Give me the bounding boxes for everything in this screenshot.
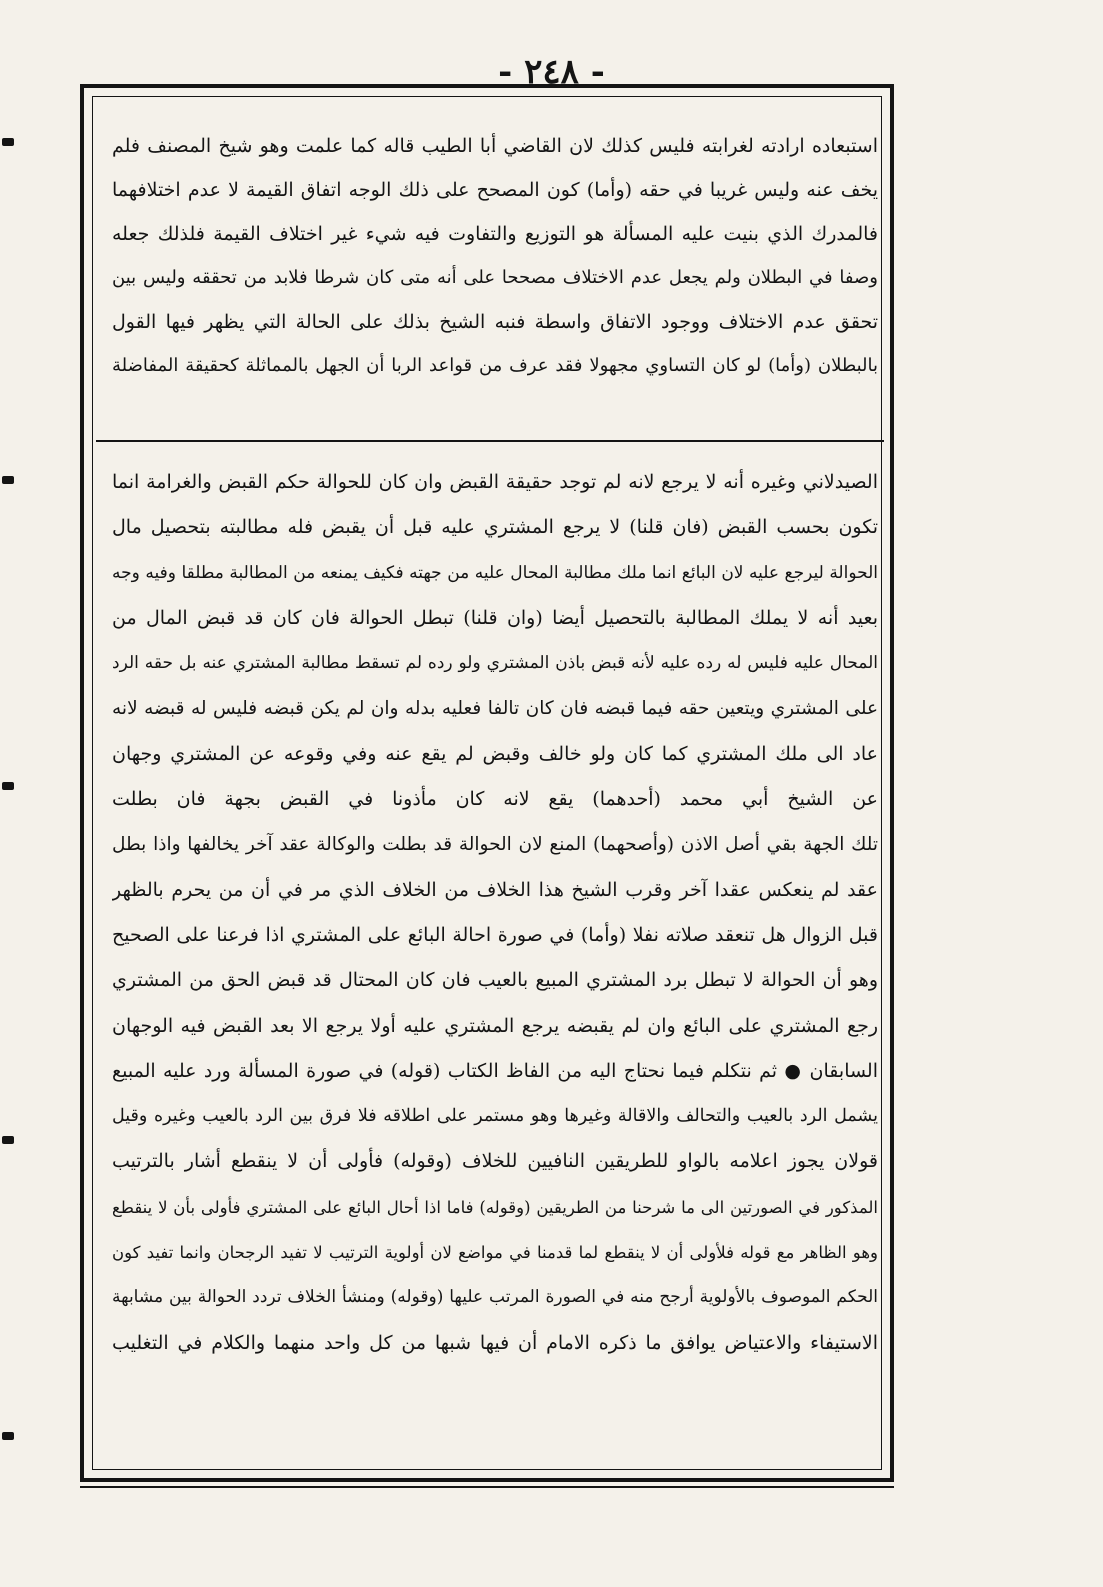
binding-mark	[2, 1432, 14, 1440]
commentary-line: يخف عنه وليس غريبا في حقه (وأما) كون المصحح على ذلك الوجه اتفاق القيمة لا عدم اختلافهما	[112, 179, 878, 201]
main-text-line: عقد لم ينعكس عقدا آخر وقرب الشيخ هذا الخلاف من الخلاف الذي مر في أن من يحرم بالظهر	[112, 878, 878, 901]
main-text-section	[112, 460, 878, 1366]
main-text-line: عن الشيخ أبي محمد (أحدهما) يقع لانه كان مأذونا في القبض بجهة فان بطلت	[112, 788, 878, 811]
main-text-line: الحوالة ليرجع عليه لان البائع انما ملك مطالبة المحال عليه من جهته فكيف يمنعه من المطالبة مطلقا وفيه وجه	[112, 562, 878, 583]
main-text-line: وهو أن الحوالة لا تبطل برد المشتري المبيع بالعيب فان كان المحتال قد قبض الحق من المشتري	[112, 969, 878, 992]
main-text-line: المذكور في الصورتين الى ما شرحنا من الطريقين (وقوله) فاما اذا أحال البائع على المشتري فأولى بأن لا ينقطع	[112, 1197, 878, 1217]
binding-mark	[2, 138, 14, 146]
main-text-line: الحكم الموصوف بالأولوية أرجح منه في الصورة المرتب عليها (وقوله) ومنشأ الخلاف تردد الحوالة بين مشابهة	[112, 1287, 878, 1308]
main-text-line: وهو الظاهر مع قوله فلأولى أن لا ينقطع لما قدمنا في مواضع لان أولوية الترتيب لا تفيد الرجحان وانما تفيد كون	[112, 1243, 878, 1263]
main-text-line: رجع المشتري على البائع وان لم يقبضه يرجع المشتري عليه أولا يرجع الا بعد القبض فيه الوجهان	[112, 1014, 878, 1037]
commentary-section	[112, 124, 878, 388]
main-text-line: المحال عليه فليس له رده عليه لأنه قبض باذن المشتري ولو رده لم تسقط مطالبة المشتري عنه بل حقه الرد	[112, 653, 878, 674]
main-text-line: بعيد أنه لا يملك المطالبة بالتحصيل أيضا (وان قلنا) تبطل الحوالة فان كان قد قبض المال من	[112, 606, 878, 629]
commentary-line: فالمدرك الذي بنيت عليه المسألة هو التوزيع والتفاوت فيه شيء غير اختلاف القيمة فلذلك جعله	[112, 223, 878, 245]
section-divider	[96, 440, 884, 442]
main-text-line: السابقان ● ثم نتكلم فيما نحتاج اليه من الفاظ الكتاب (قوله) في صورة المسألة ورد عليه المبيع	[112, 1059, 878, 1082]
main-text-line: على المشتري ويتعين حقه فيما قبضه فان كان تالفا فعليه بدله وان لم يكن قبضه فليس له قبضه لانه	[112, 698, 878, 720]
binding-mark	[2, 1136, 14, 1144]
commentary-line: استبعاده ارادته لغرابته فليس كذلك لان القاضي أبا الطيب قاله كما علمت وهو شيخ المصنف فلم	[112, 135, 878, 157]
page-number: - ٢٤٨ -	[498, 52, 605, 92]
binding-mark	[2, 476, 14, 484]
main-text-line: الصيدلاني وغيره أنه لا يرجع لانه لم توجد حقيقة القبض وان كان للحوالة حكم القبض والغرامة انما	[112, 471, 878, 493]
commentary-line: بالبطلان (وأما) لو كان التساوي مجهولا فقد عرف من قواعد الربا أن الجهل بالمماثلة كحقيقة المفاضلة	[112, 355, 878, 376]
commentary-line: وصفا في البطلان ولم يجعل عدم الاختلاف مصححا على أنه متى كان شرطا فلابد من تحققه وليس بين	[112, 267, 878, 288]
binding-mark	[2, 782, 14, 790]
main-text-line: قبل الزوال هل تنعقد صلاته نفلا (وأما) في صورة احالة البائع على المشتري اذا فرعنا على الصحيح	[112, 923, 878, 946]
main-text-line: تلك الجهة بقي أصل الاذن (وأصحهما) المنع لان الحوالة قد بطلت والوكالة عقد آخر يخالفها واذا بطل	[112, 834, 878, 856]
main-text-line: قولان يجوز اعلامه بالواو للطريقين النافيين للخلاف (وقوله) فأولى أن لا ينقطع أشار بالترتيب	[112, 1150, 878, 1173]
main-text-line: تكون بحسب القبض (فان قلنا) لا يرجع المشتري عليه قبل أن يقبض فله مطالبته بتحصيل مال	[112, 516, 878, 539]
main-text-line: عاد الى ملك المشتري كما كان ولو خالف وقبض لم يقع عنه وفي وقوعه عن المشتري وجهان	[112, 742, 878, 765]
main-text-line: الاستيفاء والاعتياض يوافق ما ذكره الامام أن فيها شبها من كل واحد منهما والكلام في التغليب	[112, 1331, 878, 1354]
commentary-line: تحقق عدم الاختلاف ووجود الاتفاق واسطة فنبه الشيخ بذلك على الحالة التي يظهر فيها القول	[112, 311, 878, 333]
bottom-rule	[80, 1486, 894, 1488]
main-text-line: يشمل الرد بالعيب والتحالف والاقالة وغيرها وهو مستمر على اطلاقه فلا فرق بين الرد بالعيب وغيره وقيل	[112, 1106, 878, 1127]
